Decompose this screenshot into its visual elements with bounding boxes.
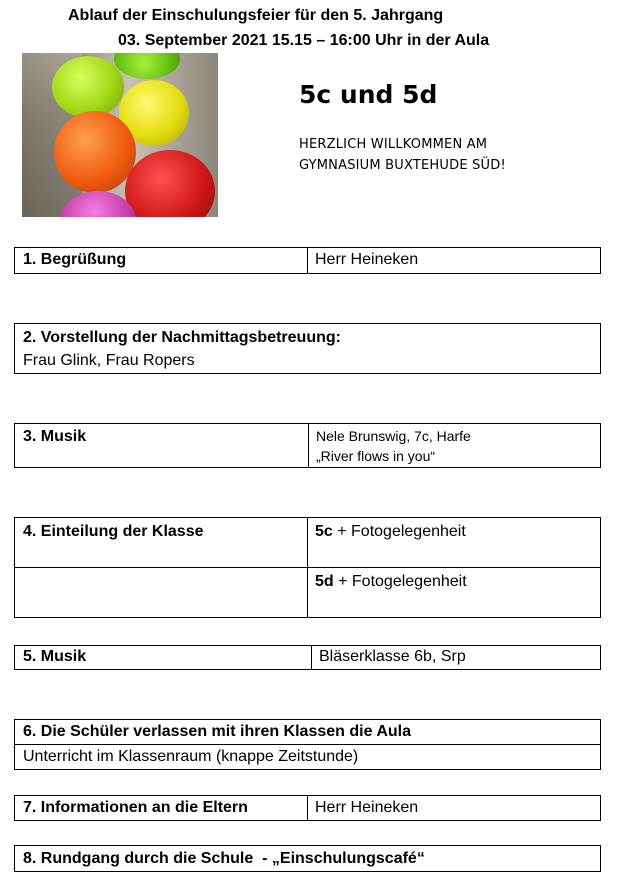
program-item-5-detail: Bläserklasse 6b, Srp bbox=[319, 648, 466, 665]
program-item-3-label: 3. Musik bbox=[23, 428, 87, 445]
program-item-7-person: Herr Heineken bbox=[315, 799, 419, 816]
program-item-3-detail-2: „River flows in you“ bbox=[316, 448, 436, 464]
balloon-green-icon bbox=[52, 56, 124, 118]
program-item-8 bbox=[14, 845, 601, 872]
program-item-5 bbox=[14, 645, 601, 670]
program-item-2-detail: Frau Glink, Frau Ropers bbox=[23, 352, 195, 369]
program-item-6-label: 6. Die Schüler verlassen mit ihren Klassen die Aula bbox=[23, 723, 412, 740]
photo-opportunity-5d: + Fotogelegenheit bbox=[333, 573, 467, 590]
program-item-2-label: 2. Vorstellung der Nachmittagsbetreuung: bbox=[23, 329, 341, 346]
welcome-line-2: GYMNASIUM BUXTEHUDE SÜD! bbox=[299, 158, 506, 173]
welcome-classes: 5c und 5d bbox=[299, 80, 438, 109]
program-item-3 bbox=[14, 423, 601, 468]
program-item-6-detail: Unterricht im Klassenraum (knappe Zeitstunde) bbox=[23, 748, 359, 765]
program-item-1 bbox=[14, 247, 601, 274]
photo-opportunity-5c: + Fotogelegenheit bbox=[332, 523, 466, 540]
program-item-8-label: 8. Rundgang durch die Schule - „Einschulungscafé“ bbox=[23, 850, 425, 867]
program-item-4 bbox=[14, 517, 601, 618]
class-5d-label: 5d bbox=[315, 573, 334, 590]
balloon-orange-icon bbox=[54, 111, 136, 193]
program-item-4-row-2 bbox=[315, 573, 467, 591]
balloons-photo bbox=[22, 53, 218, 217]
program-item-1-person: Herr Heineken bbox=[315, 251, 419, 268]
program-item-7 bbox=[14, 795, 601, 821]
program-item-4-label: 4. Einteilung der Klasse bbox=[23, 523, 204, 540]
program-item-3-detail-1: Nele Brunswig, 7c, Harfe bbox=[316, 428, 471, 444]
program-item-2 bbox=[14, 323, 601, 374]
program-item-5-label: 5. Musik bbox=[23, 648, 87, 665]
class-5c-label: 5c bbox=[315, 523, 333, 540]
program-item-7-label: 7. Informationen an die Eltern bbox=[23, 799, 248, 816]
program-item-6 bbox=[14, 719, 601, 770]
welcome-line-1: HERZLICH WILLKOMMEN AM bbox=[299, 137, 488, 152]
program-item-1-label: 1. Begrüßung bbox=[23, 251, 127, 268]
document-title: Ablauf der Einschulungsfeier für den 5. Jahrgang bbox=[68, 7, 444, 24]
program-item-4-row-1 bbox=[315, 523, 466, 541]
welcome-message bbox=[299, 134, 506, 176]
document-date-time: 03. September 2021 15.15 – 16:00 Uhr in der Aula bbox=[118, 32, 490, 49]
